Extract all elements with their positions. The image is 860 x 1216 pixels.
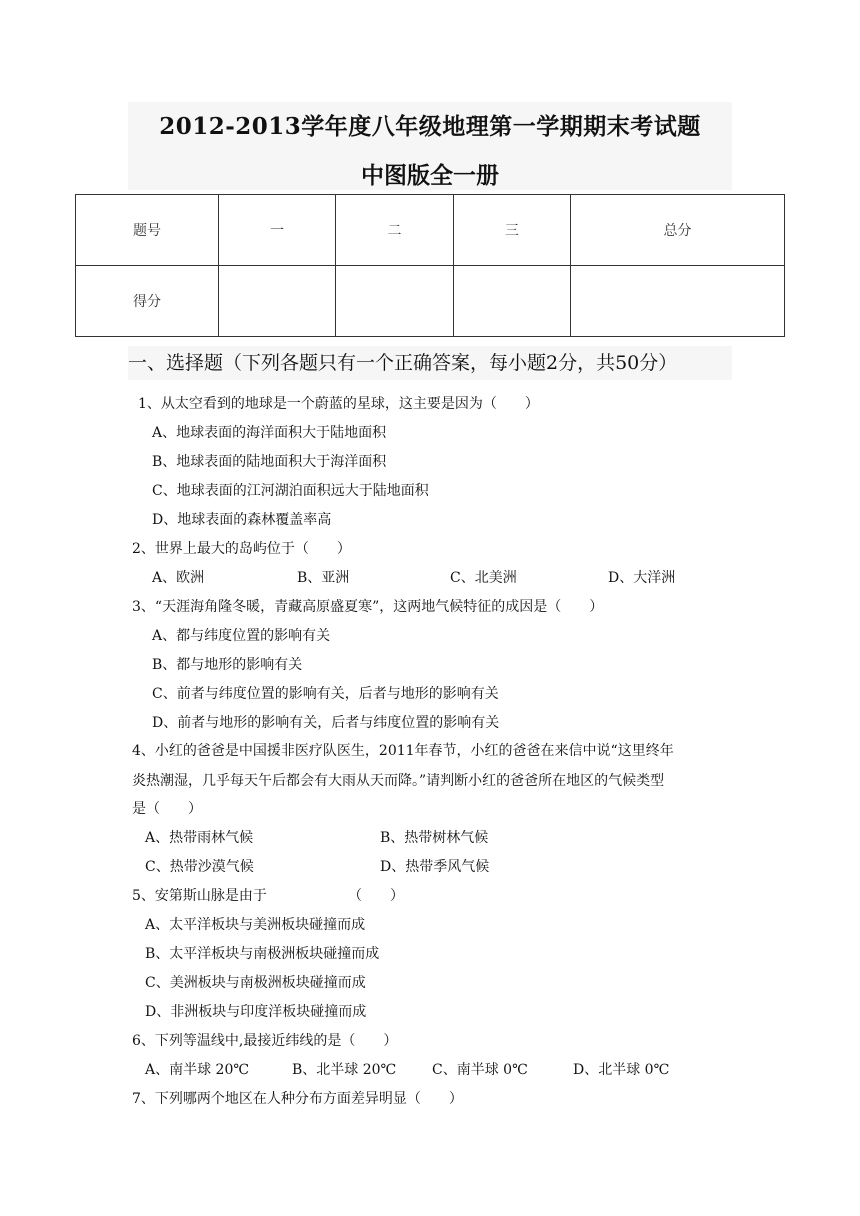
table-cell: 得分: [76, 266, 219, 337]
question-stem: 5、安第斯山脉是由于: [132, 888, 267, 904]
question-stem: 7、下列哪两个地区在人种分布方面差异明显（ ）: [132, 1091, 463, 1107]
question-option: A、南半球 20℃: [145, 1062, 250, 1078]
question-option: B、都与地形的影响有关: [152, 657, 303, 673]
page-title: 2012-2013学年度八年级地理第一学期期末考试题: [159, 113, 701, 140]
question-option: B、太平洋板块与南极洲板块碰撞而成: [145, 946, 380, 962]
page-subtitle: 中图版全一册: [361, 162, 499, 189]
question-option: C、南半球 0℃: [432, 1062, 528, 1078]
question-option: A、地球表面的海洋面积大于陆地面积: [152, 425, 387, 441]
question-option: D、地球表面的森林覆盖率高: [152, 512, 332, 528]
question-option: A、都与纬度位置的影响有关: [152, 628, 331, 644]
question-stem: 炎热潮湿，几乎每天午后都会有大雨从天而降。”请判断小红的爸爸所在地区的气候类型: [132, 773, 665, 789]
table-cell: 题号: [76, 195, 219, 266]
question-stem: 3、“天涯海角隆冬暖，青藏高原盛夏寒”，这两地气候特征的成因是（ ）: [132, 599, 604, 615]
question-option: B、地球表面的陆地面积大于海洋面积: [152, 454, 387, 470]
question-option: B、热带树林气候: [380, 830, 489, 846]
question-option: D、大洋洲: [608, 570, 676, 586]
score-input-cell[interactable]: [570, 266, 784, 337]
question-option: A、热带雨林气候: [145, 830, 254, 846]
score-input-cell[interactable]: [453, 266, 570, 337]
question-stem: 4、小红的爸爸是中国援非医疗队医生，2011年春节，小红的爸爸在来信中说“这里终年: [132, 743, 674, 759]
answer-paren: （ ）: [348, 888, 404, 904]
table-cell: 总分: [570, 195, 784, 266]
question-option: C、地球表面的江河湖泊面积远大于陆地面积: [152, 483, 429, 499]
table-row: [76, 266, 785, 337]
section-heading: 一、选择题（下列各题只有一个正确答案，每小题2分，共50分）: [128, 346, 732, 380]
score-table: [75, 194, 785, 337]
question-option: D、北半球 0℃: [573, 1062, 670, 1078]
question-option: C、北美洲: [450, 570, 517, 586]
table-row: [76, 195, 785, 266]
question-stem: 1、从太空看到的地球是一个蔚蓝的星球，这主要是因为（ ）: [138, 396, 539, 412]
question-option: D、非洲板块与印度洋板块碰撞而成: [145, 1004, 367, 1020]
table-cell: 三: [453, 195, 570, 266]
score-input-cell[interactable]: [219, 266, 336, 337]
question-option: A、欧洲: [152, 570, 205, 586]
question-option: C、前者与纬度位置的影响有关，后者与地形的影响有关: [152, 686, 499, 702]
question-option: A、太平洋板块与美洲板块碰撞而成: [145, 917, 366, 933]
question-option: D、热带季风气候: [380, 859, 490, 875]
question-option: C、热带沙漠气候: [145, 859, 254, 875]
score-input-cell[interactable]: [336, 266, 453, 337]
question-option: C、美洲板块与南极洲板块碰撞而成: [145, 975, 366, 991]
question-option: B、亚洲: [297, 570, 350, 586]
table-cell: 二: [336, 195, 453, 266]
question-option: D、前者与地形的影响有关，后者与纬度位置的影响有关: [152, 715, 500, 731]
table-cell: 一: [219, 195, 336, 266]
question-stem: 6、下列等温线中,最接近纬线的是（ ）: [132, 1033, 398, 1049]
question-stem: 是（ ）: [132, 801, 202, 817]
question-stem: 2、世界上最大的岛屿位于（ ）: [132, 541, 351, 557]
question-option: B、北半球 20℃: [292, 1062, 397, 1078]
